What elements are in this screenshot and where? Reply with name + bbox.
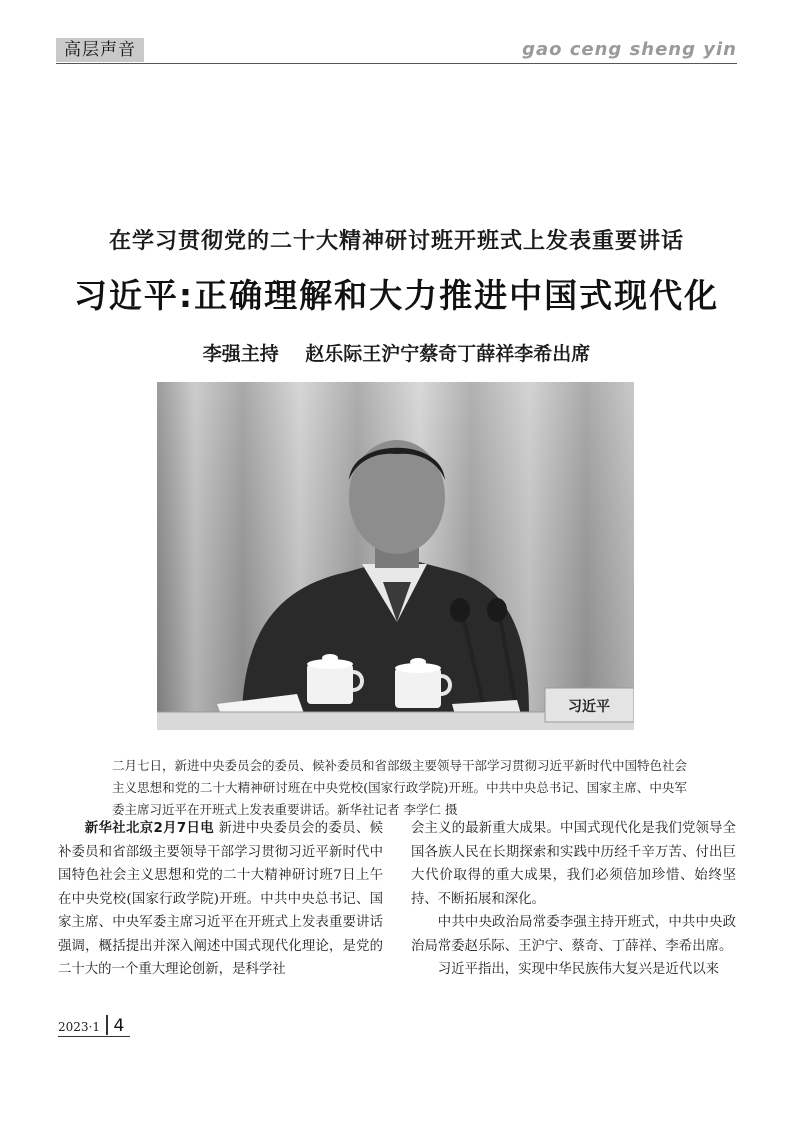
footer-rule [58, 1036, 130, 1037]
section-latin: gao ceng sheng yin [522, 39, 737, 60]
page-footer [58, 1013, 124, 1035]
body-paragraph: 会主义的最新重大成果。中国式现代化是我们党领导全国各族人民在长期探索和实践中历经千辛万苦、付出巨大代价取得的重大成果，我们必须倍加珍惜、始终坚持、不断拓展和深化。 [411, 821, 736, 907]
nameplate-text: 习近平 [568, 699, 610, 715]
body-paragraph: 习近平指出，实现中华民族伟大复兴是近代以来 [437, 962, 719, 977]
dateline: 新华社北京2月7日电 [84, 821, 214, 836]
section-tag: 高层声音 [56, 38, 144, 62]
issue-number: 2023·1 [58, 1020, 100, 1034]
header-rule [56, 63, 737, 64]
page-number: 4 [113, 1016, 125, 1036]
article-kicker: 在学习贯彻党的二十大精神研讨班开班式上发表重要讲话 [108, 228, 684, 254]
news-photo [157, 382, 634, 730]
body-paragraph: 中共中央政治局常委李强主持开班式，中共中央政治局常委赵乐际、王沪宁、蔡奇、丁薛祥、李希出席。 [411, 915, 736, 954]
article-headline: 习近平:正确理解和大力推进中国式现代化 [73, 276, 720, 315]
body-paragraph [58, 817, 383, 982]
body-column-right [411, 817, 736, 982]
photo-caption [112, 755, 687, 821]
body-text: 新进中央委员会的委员、候补委员和省部级主要领导干部学习贯彻习近平新时代中国特色社会主义思想和党的二十大精神研讨班7日上午在中央党校(国家行政学院)开班。中共中央总书记、国家主席、中央军委主席习近平在开班式上发表重要讲话强调，概括提出并深入阐述中国式现代化理论，是党的二十大的一个重大理论创新，是科学社 [58, 821, 383, 977]
footer-divider [106, 1015, 108, 1035]
body-column-left [58, 817, 383, 982]
caption-text: 二月七日，新进中央委员会的委员、候补委员和省部级主要领导干部学习贯彻习近平新时代中国特色社会主义思想和党的二十大精神研讨班在中央党校(国家行政学院)开班。中共中央总书记、国家主席、中央军委主席习近平在开班式上发表重要讲话。新华社记者 李学仁 摄 [112, 758, 688, 817]
article-subhead: 李强主持 赵乐际王沪宁蔡奇丁薛祥李希出席 [202, 343, 591, 365]
